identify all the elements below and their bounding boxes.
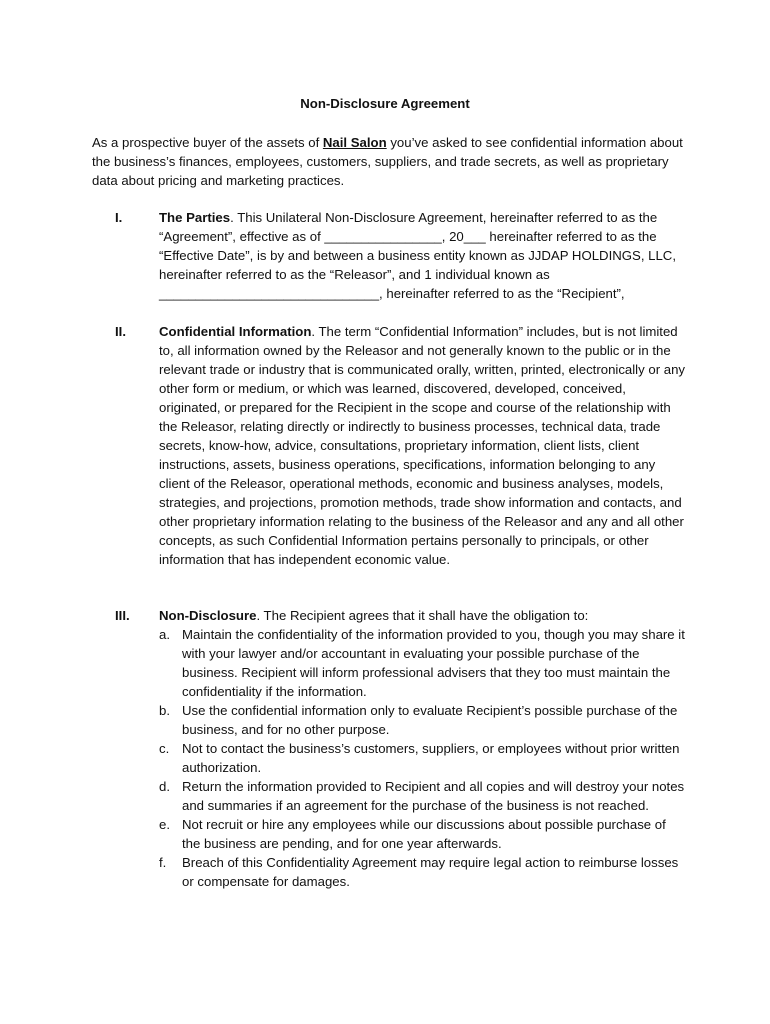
intro-paragraph <box>92 133 692 190</box>
list-item-text: Breach of this Confidentiality Agreement may require legal action to reimburse losses or compensate for damages. <box>182 855 679 889</box>
list-item-text: Return the information provided to Recipient and all copies and will destroy your notes and summaries if an agreement for the purchase of the business is not reached. <box>182 779 685 813</box>
list-item-letter: f. <box>159 855 167 870</box>
section-heading: Confidential Information <box>159 324 312 339</box>
section-heading: Non-Disclosure <box>159 608 257 623</box>
list-item-letter: e. <box>159 817 170 832</box>
section-number: III. <box>115 608 130 623</box>
section-text: . This Unilateral Non-Disclosure Agreement, hereinafter referred to as the “Agreement”, effective as of ________________, 20___ hereinafter referred to as the “Effective Date”, is by and between a business entity known as JJDAP HOLDINGS, LLC, hereinafter referred to as the “Releasor”, and 1 individual known as ______________________________, hereinafter referred to as the “Recipient”, <box>159 210 676 301</box>
business-name: Nail Salon <box>322 135 387 150</box>
list-item <box>159 701 687 739</box>
list-item <box>159 625 687 701</box>
list-item-text: Maintain the confidentiality of the information provided to you, though you may share it with your lawyer and/or accountant in evaluating your possible purchase of the business. Recipient will inform professional advisers that they too must maintain the confidentiality if the information. <box>182 627 685 699</box>
section-intro <box>159 606 687 625</box>
section-text: . The Recipient agrees that it shall have the obligation to: <box>256 608 589 623</box>
list-item-text: Use the confidential information only to evaluate Recipient’s possible purchase of the business, and for no other purpose. <box>182 703 678 737</box>
list-item <box>159 815 687 853</box>
obligation-list <box>159 625 687 891</box>
section-body <box>159 208 687 303</box>
intro-text-before: As a prospective buyer of the assets of <box>92 135 323 150</box>
list-item <box>159 777 687 815</box>
list-item <box>159 739 687 777</box>
list-item-letter: b. <box>159 703 170 718</box>
section-number: I. <box>115 210 123 225</box>
list-item-letter: d. <box>159 779 170 794</box>
section-number: II. <box>115 324 126 339</box>
list-item-text: Not to contact the business’s customers, suppliers, or employees without prior written authorization. <box>182 741 680 775</box>
intro-text-after: you’ve asked to see confidential information about the business’s finances, employees, customers, suppliers, and trade secrets, as well as proprietary data about pricing and marketing practices. <box>92 135 683 188</box>
list-item-letter: a. <box>159 627 170 642</box>
list-item-letter: c. <box>159 741 170 756</box>
section-body <box>159 322 687 569</box>
section-heading: The Parties <box>159 210 231 225</box>
section-text: . The term “Confidential Information” includes, but is not limited to, all information owned by the Releasor and not generally known to the public or in the relevant trade or industry that is communicated orally, written, printed, electronically or any other form or medium, or which was learned, discovered, developed, conceived, originated, or prepared for the Recipient in the scope and course of the relationship with the Releasor, relating directly or indirectly to business processes, technical data, trade secrets, know-how, advice, consultations, proprietary information, client lists, client instructions, assets, business operations, specifications, information belonging to any client of the Releasor, operational methods, economic and business analyses, models, strategies, and projections, promotion methods, trade show information and contacts, and other proprietary information relating to the business of the Releasor and any and all other concepts, as such Confidential Information pertains personally to principals, or other information that has independent economic value. <box>159 324 686 567</box>
document-title: Non-Disclosure Agreement <box>300 96 470 111</box>
list-item-text: Not recruit or hire any employees while our discussions about possible purchase of the business are pending, and for one year afterwards. <box>182 817 666 851</box>
list-item <box>159 853 687 891</box>
section-body <box>159 606 687 891</box>
